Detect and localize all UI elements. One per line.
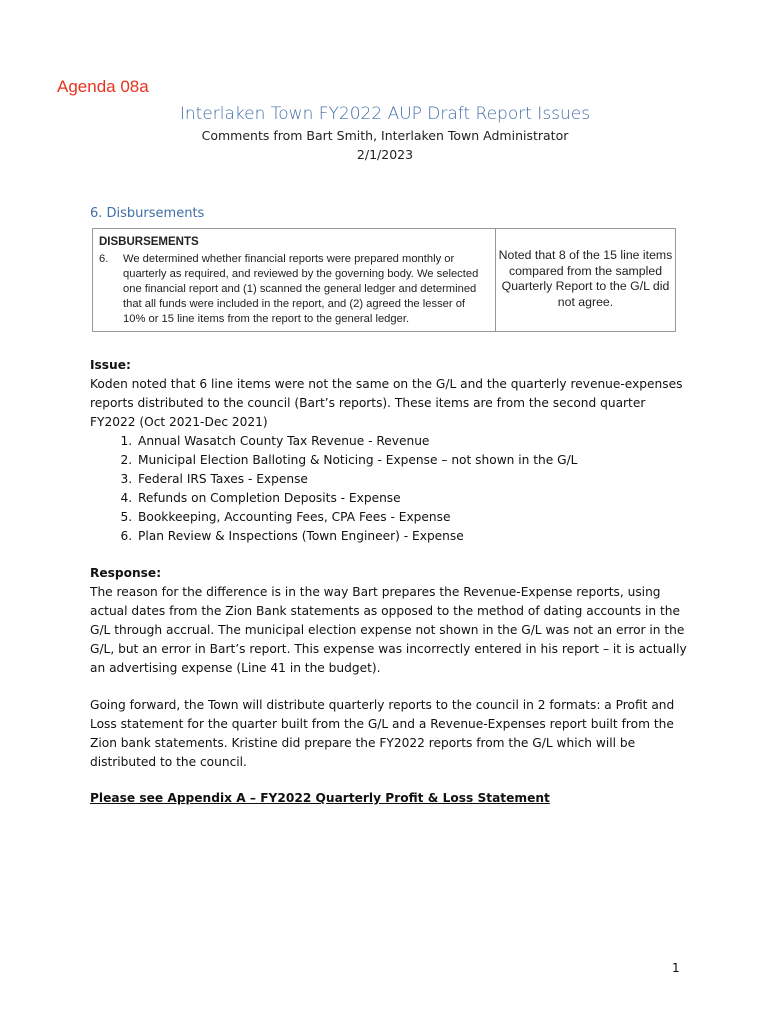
list-item: 2. Municipal Election Balloting & Noticing - Expense – not shown in the G/L: [136, 451, 690, 470]
agenda-label: Agenda 08a: [57, 77, 149, 96]
list-item: 4. Refunds on Completion Deposits - Expense: [136, 489, 690, 508]
list-item: 1. Annual Wasatch County Tax Revenue - Revenue: [136, 432, 690, 451]
response-label: Response:: [90, 566, 162, 580]
section-heading: 6. Disbursements: [90, 206, 205, 221]
page-number: 1: [672, 961, 680, 975]
document-date: 2/1/2023: [356, 147, 414, 162]
appendix-link[interactable]: Please see Appendix A – FY2022 Quarterly Profit & Loss Statement: [90, 791, 550, 805]
response-text: The reason for the difference is in the way Bart prepares the Revenue-Expense reports, using actual dates from the Zion Bank statements as opposed to the method of dating accounts in the G/L through accrual. The municipal election expense not shown in the G/L was not an error in the G/L, but an error in Bart’s report. This expense was incorrectly entered in his report – it is actually an advertising expense (Line 41 in the budget).: [90, 585, 687, 675]
finding-text: Noted that 8 of the 15 line items compared from the sampled Quarterly Report to the G/L did not agree.: [498, 248, 673, 309]
list-item: 3. Federal IRS Taxes - Expense: [136, 470, 690, 489]
list-item: 6. Plan Review & Inspections (Town Engineer) - Expense: [136, 527, 690, 546]
procedure-text: We determined whether financial reports were prepared monthly or quarterly as required, and reviewed by the governing body. We selected one financial report and (1) scanned the general ledger and determined that all funds were included in the report, and (2) agreed the lesser of 10% or 15 line items from the report to the general ledger.: [123, 253, 479, 325]
issue-section: [90, 356, 690, 546]
going-forward-text: Going forward, the Town will distribute quarterly reports to the council in 2 formats: a Profit and Loss statement for the quarter built from the G/L and a Revenue-Expenses report built from the Zion bank statements. Kristine did prepare the FY2022 reports from the G/L which will be distributed to the council.: [90, 698, 675, 769]
procedure-number: 6.: [99, 253, 109, 265]
issue-text: Koden noted that 6 line items were not the same on the G/L and the quarterly revenue-expenses reports distributed to the council (Bart’s reports). These items are from the second quarter FY2022 (Oct 2021-Dec 2021): [90, 377, 683, 429]
table-heading: DISBURSEMENTS: [99, 236, 199, 248]
document-subtitle: Comments from Bart Smith, Interlaken Town Administrator: [201, 128, 569, 143]
appendix-section: [90, 789, 690, 808]
procedure-row: [99, 252, 489, 327]
going-forward-section: [90, 696, 690, 772]
document-title: Interlaken Town FY2022 AUP Draft Report Issues: [179, 104, 591, 124]
response-section: [90, 564, 690, 678]
disbursements-table: [92, 228, 676, 332]
issue-label: Issue:: [90, 358, 131, 372]
list-item: 5. Bookkeeping, Accounting Fees, CPA Fees - Expense: [136, 508, 690, 527]
issue-list: [90, 432, 690, 546]
procedure-cell: [93, 229, 496, 331]
finding-cell: [496, 229, 675, 331]
